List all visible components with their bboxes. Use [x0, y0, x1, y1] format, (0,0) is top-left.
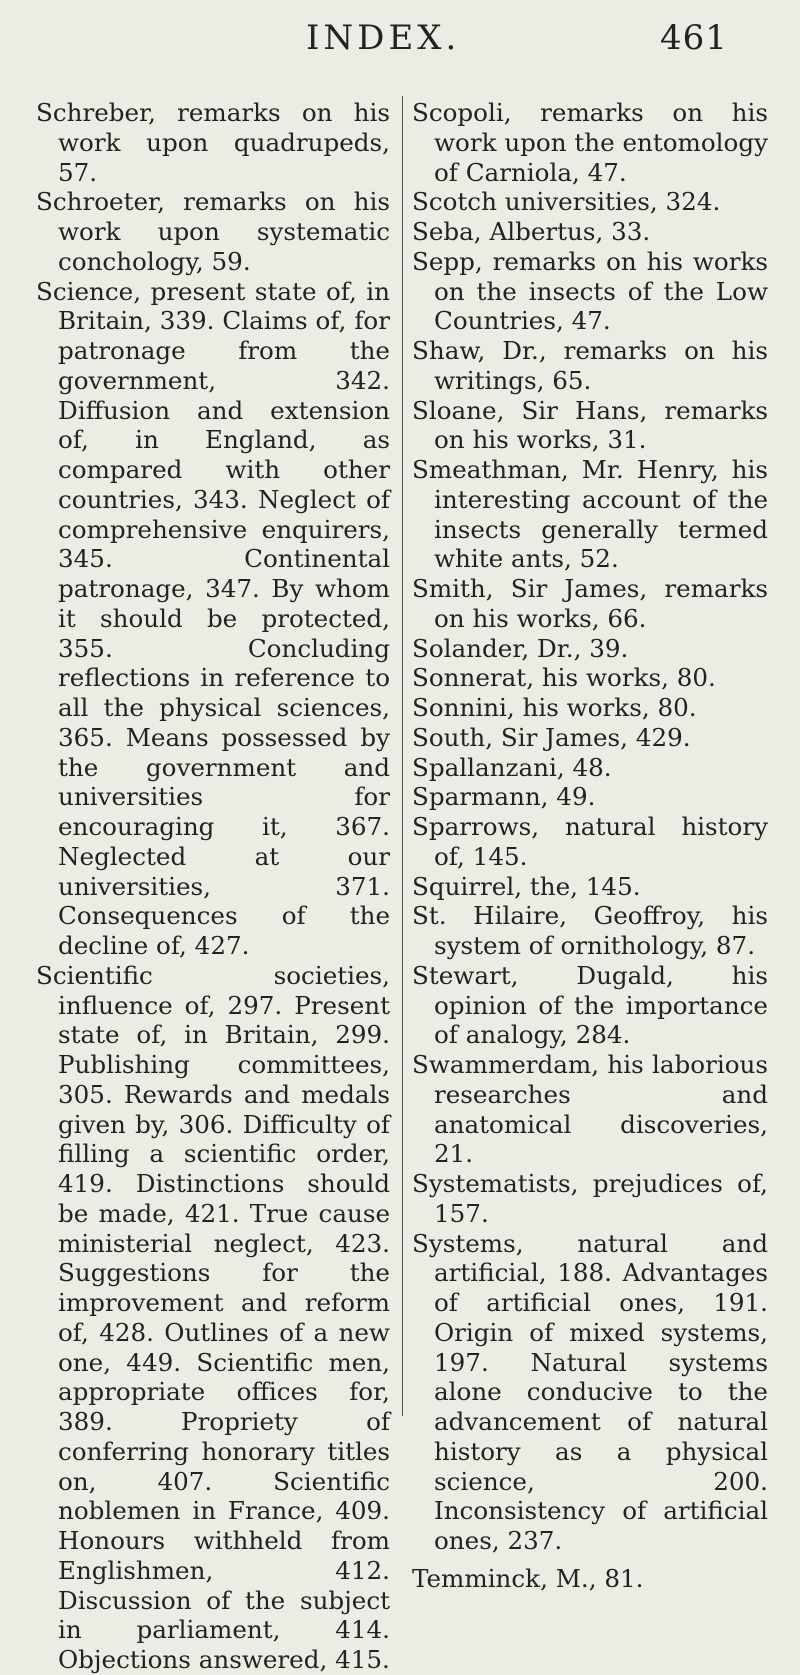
index-entry-shaw: Shaw, Dr., remarks on his writings, 65.: [412, 336, 768, 395]
index-entry-temminck: Temminck, M., 81.: [412, 1563, 644, 1593]
index-entry-sonnerat: Sonnerat, his works, 80.: [412, 663, 716, 693]
index-entry-st-hilaire: St. Hilaire, Geoffroy, his system of ornithology, 87.: [412, 901, 768, 960]
index-entry-sonnini: Sonnini, his works, 80.: [412, 693, 697, 722]
index-entry-sparmann: Sparmann, 49.: [412, 782, 596, 812]
index-entry-spallanzani: Spallanzani, 48.: [412, 752, 612, 782]
index-entry-squirrel: Squirrel, the, 145.: [412, 871, 641, 901]
index-entry-swammerdam: Swammerdam, his laborious researches and anatomical discoveries, 21.: [412, 1050, 768, 1169]
index-entry-systems: Systems, natural and artificial, 188. Advantages of artificial ones, 191. Origin of mixed systems, 197. Natural systems alone conducive to the advancement of natural history as a physical science, 200. Inconsistency of artificial ones, 237.: [412, 1228, 768, 1555]
index-entry-sloane: Sloane, Sir Hans, remarks on his works, 31.: [412, 395, 768, 455]
index-entry-seba: Seba, Albertus, 33.: [412, 217, 651, 246]
index-entry-schroeter: Schroeter, remarks on his work upon systematic conchology, 59.: [36, 187, 390, 276]
page-header: [0, 18, 800, 68]
index-entry-solander: Solander, Dr., 39.: [412, 633, 629, 663]
index-entry-sepp: Sepp, remarks on his works on the insects of the Low Countries, 47.: [412, 246, 768, 336]
left-column: [36, 98, 390, 1675]
index-entry-scotch-universities: Scotch universities, 324.: [412, 187, 721, 217]
index-entry-smeathman: Smeathman, Mr. Henry, his interesting account of the insects generally termed white ants, 52.: [412, 455, 768, 574]
right-column: [412, 98, 768, 1594]
index-entry-stewart: Stewart, Dugald, his opinion of the importance of analogy, 284.: [412, 960, 768, 1050]
index-entry-scopoli: Scopoli, remarks on his work upon the entomology of Carniola, 47.: [412, 98, 768, 187]
index-entry-smith: Smith, Sir James, remarks on his works, 66.: [412, 574, 768, 633]
index-entry-schreber: Schreber, remarks on his work upon quadrupeds, 57.: [36, 98, 390, 187]
index-entry-scientific-societies: Scientific societies, influence of, 297. Present state of, in Britain, 299. Publishing committees, 305. Rewards and medals given by, 306. Difficulty of filling a scientific order, 419. Distinctions should be made, 421. True cause ministerial neglect, 423. Suggestions for the improvement and reform of, 428. Outlines of a new one, 449. Scientific men, appropriate offices for, 389. Propriety of conferring honorary titles on, 407. Scientific noblemen in France, 409. Honours withheld from Englishmen, 412. Discussion of the subject in parliament, 414. Objections answered, 415.: [36, 960, 390, 1674]
index-entry-science: Science, present state of, in Britain, 339. Claims of, for patronage from the government, 342. Diffusion and extension of, in England, as compared with other countries, 343. Neglect of comprehensive enquirers, 345. Continental patronage, 347. By whom it should be protected, 355. Concluding reflections in reference to all the physical sciences, 365. Means possessed by the government and universities for encouraging it, 367. Neglected at our universities, 371. Consequences of the decline of, 427.: [36, 276, 390, 960]
column-divider: [402, 96, 403, 1416]
index-title: INDEX.: [306, 18, 461, 58]
page-number: 461: [660, 18, 728, 58]
index-entry-systematists: Systematists, prejudices of, 157.: [412, 1169, 768, 1228]
index-entry-south: South, Sir James, 429.: [412, 722, 691, 752]
index-entry-sparrows: Sparrows, natural history of, 145.: [412, 812, 768, 871]
